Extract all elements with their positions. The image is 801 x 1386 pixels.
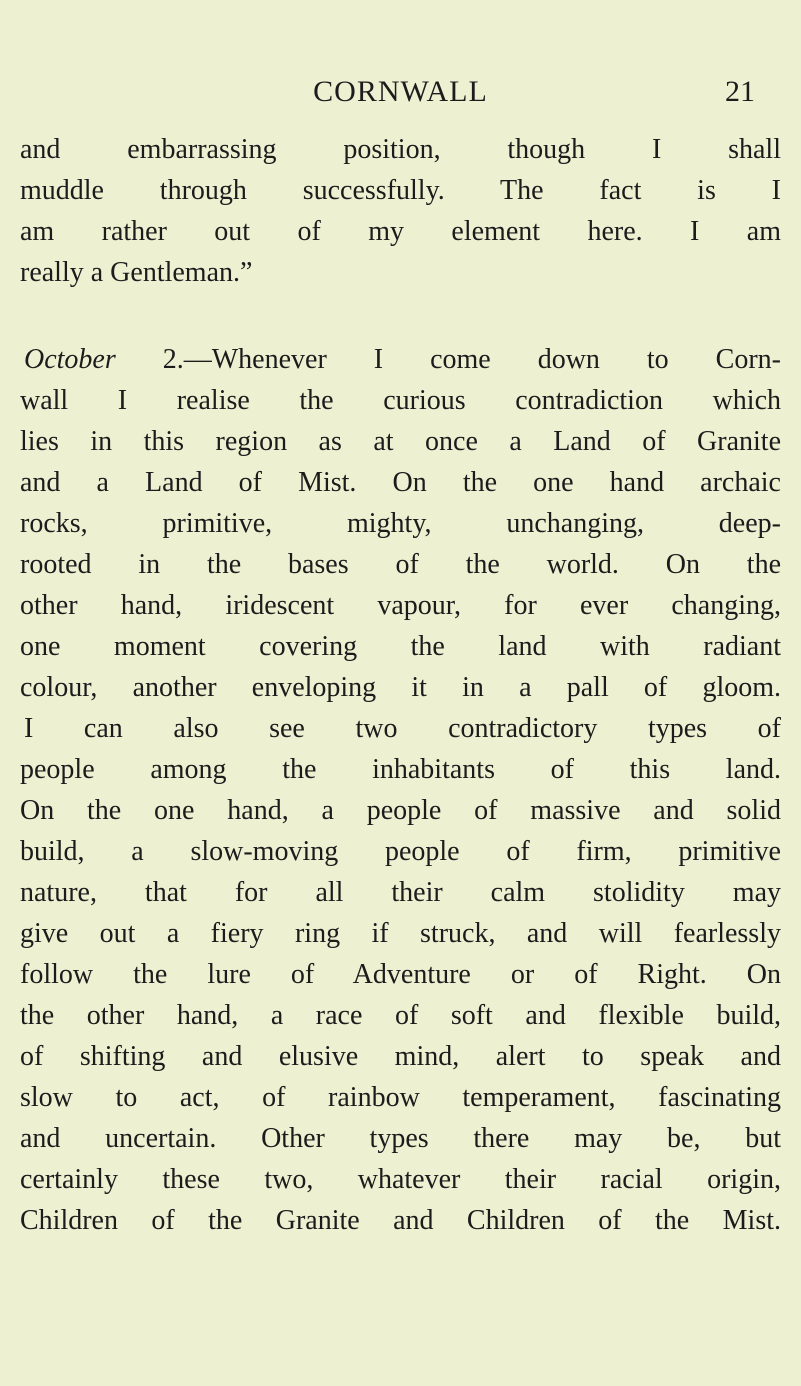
text-line: and uncertain. Other types there may be, but [20, 1123, 781, 1154]
text-line: rocks, primitive, mighty, unchanging, deep- [20, 508, 781, 539]
entry-first-line-text: 2.—Whenever I come down to Corn- [115, 344, 781, 375]
text-line: people among the inhabitants of this land. [20, 754, 781, 785]
text-line: one moment covering the land with radiant [20, 631, 781, 662]
text-line: nature, that for all their calm stolidity may [20, 877, 781, 908]
text-line: Children of the Granite and Children of the Mist. [20, 1205, 781, 1236]
text-line: wall I realise the curious contradiction which [20, 385, 781, 416]
text-line: and embarrassing position, though I shall [20, 134, 781, 165]
text-line: build, a slow-moving people of firm, primitive [20, 836, 781, 867]
text-line: really a Gentleman.” [20, 257, 253, 288]
text-line: of shifting and elusive mind, alert to speak and [20, 1041, 781, 1072]
text-line: and a Land of Mist. On the one hand archaic [20, 467, 781, 498]
text-line: colour, another enveloping it in a pall of gloom. [20, 672, 781, 703]
entry-date: October [24, 344, 116, 375]
text-line: the other hand, a race of soft and flexible build, [20, 1000, 781, 1031]
text-line: muddle through successfully. The fact is I [20, 175, 781, 206]
text-line: give out a fiery ring if struck, and will fearlessly [20, 918, 781, 949]
entry-first-line [24, 340, 781, 380]
page-number: 21 [725, 75, 755, 108]
running-title: CORNWALL [313, 75, 488, 108]
text-line: I can also see two contradictory types of [24, 713, 781, 744]
text-line: follow the lure of Adventure or of Right. On [20, 959, 781, 990]
text-line: slow to act, of rainbow temperament, fascinating [20, 1082, 781, 1113]
text-line: other hand, iridescent vapour, for ever changing, [20, 590, 781, 621]
text-line: certainly these two, whatever their racial origin, [20, 1164, 781, 1195]
text-line: rooted in the bases of the world. On the [20, 549, 781, 580]
text-line: am rather out of my element here. I am [20, 216, 781, 247]
running-head [0, 72, 801, 112]
text-line: lies in this region as at once a Land of Granite [20, 426, 781, 457]
text-line: On the one hand, a people of massive and solid [20, 795, 781, 826]
